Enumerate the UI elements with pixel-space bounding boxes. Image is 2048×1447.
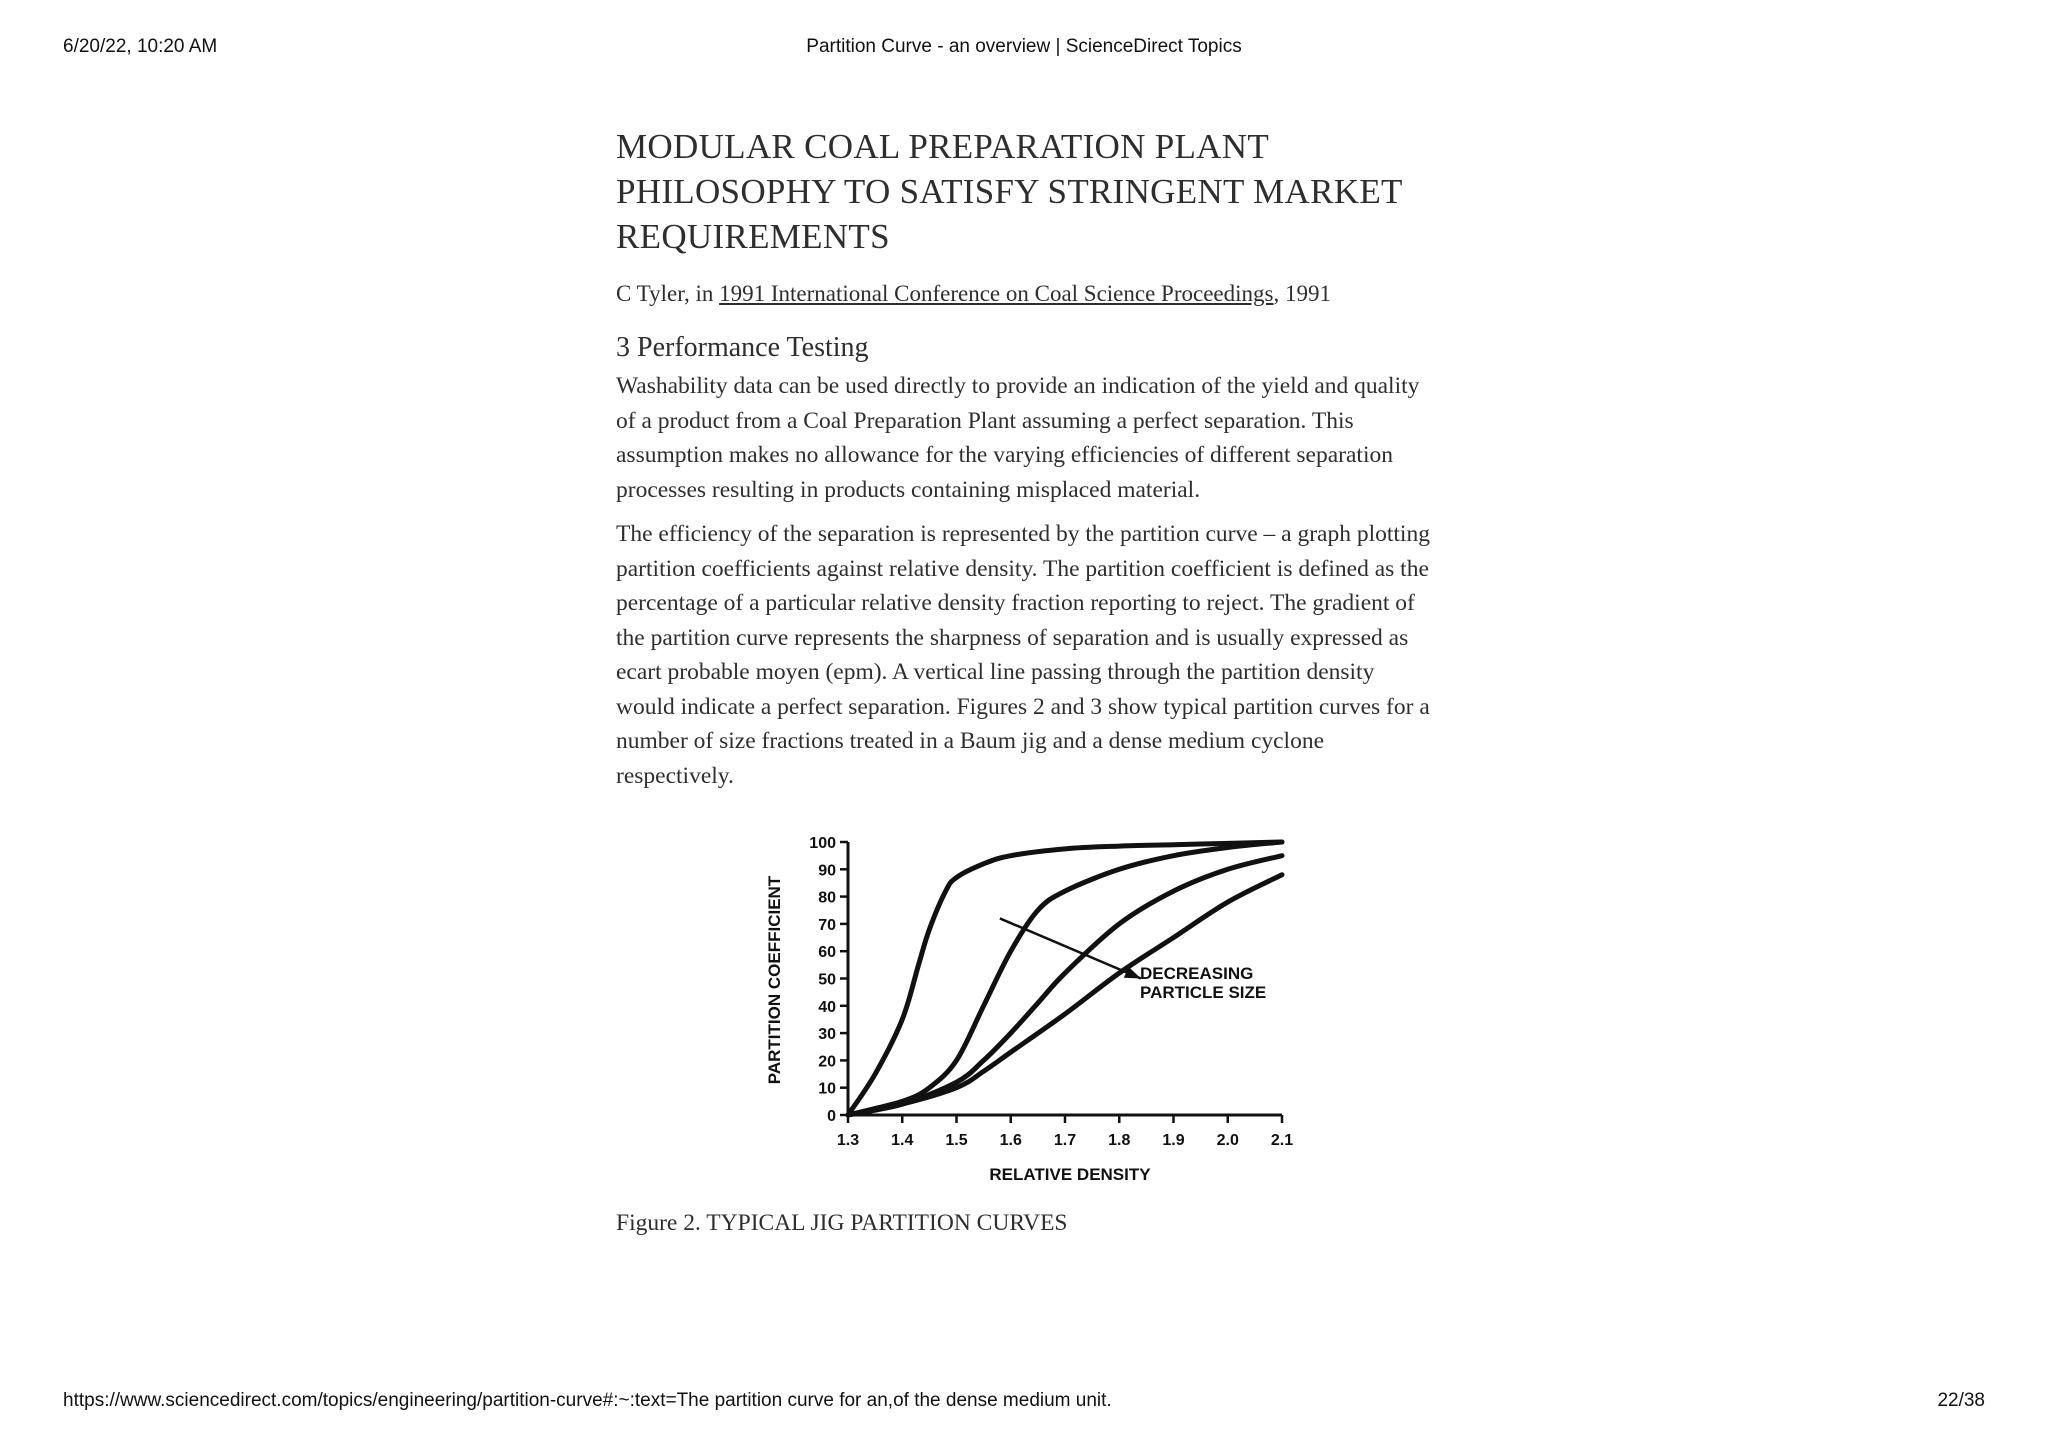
x-tick-label: 1.6 [999,1132,1022,1149]
x-tick-label: 1.7 [1053,1132,1077,1149]
print-footer [0,1390,2048,1414]
y-tick-label: 100 [809,835,836,852]
x-axis-label: RELATIVE DENSITY [989,1165,1151,1184]
paragraph-2: The efficiency of the separation is represented by the partition curve – a graph plotting partition coefficients against relative density. The partition coefficient is defined as the percentage of a particular relative density fraction reporting to reject. The gradient of the partition curve represents the sharpness of separation and is usually expressed as ecart probable moyen (epm). A vertical line passing through the partition density would indicate a perfect separation. Figures 2 and 3 show typical partition curves for a number of size fractions treated in a Baum jig and a dense medium cyclone respectively. [616,521,1430,789]
y-tick-label: 90 [818,862,836,880]
y-tick-label: 40 [818,998,836,1016]
annotation-line-2: PARTICLE SIZE [1140,983,1267,1002]
citation-author: C Tyler, in [616,281,720,306]
article [616,124,1436,793]
x-tick-labels [837,1115,1293,1149]
article-title: MODULAR COAL PREPARATION PLANT PHILOSOPHY TO SATISFY STRINGENT MARKET REQUIREMENTS [616,127,1403,256]
annotation-line-1: DECREASING [1140,964,1254,983]
x-tick-label: 2.0 [1216,1132,1239,1149]
print-page-number: 22/38 [1937,1390,1985,1411]
citation-year: , 1991 [1273,281,1331,306]
print-url: https://www.sciencedirect.com/topics/engineering/partition-curve#:~:text=The partition curve for an,of the dense medium unit. [63,1390,1112,1411]
print-page-title: Partition Curve - an overview | ScienceDirect Topics [806,36,1242,57]
section-heading: 3 Performance Testing [616,332,869,363]
print-header [0,36,2048,60]
x-tick-label: 1.4 [891,1132,914,1149]
print-date: 6/20/22, 10:20 AM [63,36,218,57]
y-tick-label: 20 [818,1053,836,1071]
citation-source-link[interactable]: 1991 International Conference on Coal Science Proceedings [719,281,1274,306]
citation [616,279,1436,309]
y-tick-label: 50 [818,971,836,989]
figure-caption: Figure 2. TYPICAL JIG PARTITION CURVES [616,1210,1068,1236]
x-tick-label: 1.5 [945,1132,968,1149]
y-tick-label: 60 [818,944,836,962]
x-tick-label: 1.3 [836,1132,860,1149]
y-tick-label: 30 [818,1026,836,1044]
y-tick-label: 70 [818,916,836,934]
paragraph-1: Washability data can be used directly to provide an indication of the yield and quality of a product from a Coal Preparation Plant assuming a perfect separation. This assumption makes no allowance for the varying efficiencies of different separation processes resulting in products containing misplaced material. [616,373,1420,503]
x-tick-label: 2.1 [1270,1132,1294,1149]
partition-curve-figure [760,832,1300,1202]
y-axis-label: PARTITION COEFFICIENT [765,875,784,1085]
y-tick-label: 0 [827,1108,836,1125]
y-tick-label: 80 [818,889,836,907]
y-tick-labels [809,835,848,1125]
y-tick-label: 10 [818,1080,836,1098]
partition-curve-chart [760,832,1300,1202]
x-tick-label: 1.8 [1108,1132,1131,1149]
x-tick-label: 1.9 [1162,1132,1185,1149]
